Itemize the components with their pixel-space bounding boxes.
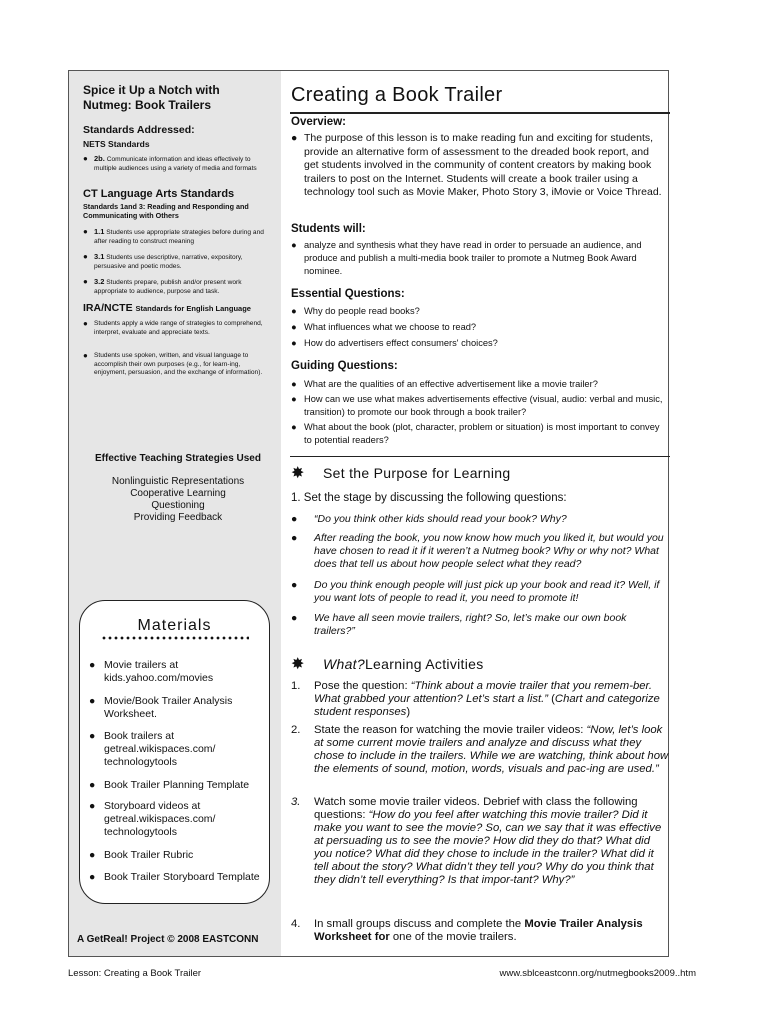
ct-item: ● 3.1 Students use descriptive, narrative, expository, persuasive and poetic modes. xyxy=(83,252,243,270)
ira-item: ● Students use spoken, written, and visual language to accomplish their own purposes (e.g., for learn-ing, enjoyment, persuasion, and the exchange of information). xyxy=(83,351,263,377)
activity-step: 1. Pose the question: “Think about a movie trailer that you remem-ber. What grabbed your attention? Let’s start a list.” (Chart and categorize student responses) xyxy=(291,680,660,718)
asterisk-bullet-icon: ✸ xyxy=(291,465,305,482)
activity-step: 3. Watch some movie trailer videos. Debrief with class the following questions: “How do you feel after watching this movie trailer? Did it make you want to see the movie? So, can we say that it was effective at persuading us to see the movie? How did they do that? What did you notice? What did they chose to include in the trailer? What did it tell about the story? What didn’t they tell you? Why do you think that they didn’t tell everything? Is that impor-tant? Why?” xyxy=(291,796,662,886)
ct-item: ● 3.2 Students prepare, publish and/or present work appropriate to audience, purpose and task. xyxy=(83,277,242,295)
purpose-heading: ✸ Set the Purpose for Learning xyxy=(291,465,511,482)
guiding-question: ● What are the qualities of an effective advertisement like a movie trailer? xyxy=(291,379,598,389)
copyright: A GetReal! Project © 2008 EASTCONN xyxy=(77,934,259,945)
materials-heading: Materials xyxy=(137,617,212,634)
strategies-list: Nonlinguistic Representations Cooperative Learning Questioning Providing Feedback xyxy=(111,476,245,523)
footer-url[interactable]: www.sblceastconn.org/nutmegbooks2009..htm xyxy=(499,968,696,979)
materials-item: ● Storyboard videos at getreal.wikispaces.com/ technologytools xyxy=(89,800,216,838)
purpose-question: ● We have all seen movie trailers, right? So, let’s make our own book trailers?” xyxy=(291,612,627,637)
ira-item: ● Students apply a wide range of strategies to comprehend, interpret, evaluate and appreciate texts. xyxy=(83,319,263,336)
asterisk-bullet-icon: ✸ xyxy=(291,656,305,673)
guiding-heading: Guiding Questions: xyxy=(291,360,398,372)
purpose-question: ● “Do you think other kids should read your book? Why? xyxy=(291,513,567,525)
activity-step: 4. In small groups discuss and complete the Movie Trailer Analysis Worksheet for one of the movie trailers. xyxy=(291,918,643,943)
activities-heading: ✸ What?Learning Activities xyxy=(291,656,484,673)
overview-heading: Overview: xyxy=(291,116,346,128)
ct-subheading: Standards 1and 3: Reading and Responding and Communicating with Others xyxy=(83,202,249,220)
ct-heading: CT Language Arts Standards xyxy=(83,188,235,200)
materials-item: ● Book Trailer Storyboard Template xyxy=(89,871,260,883)
activity-step: 2. State the reason for watching the movie trailer videos: “Now, let’s look at some current movie trailers and analyze and discuss what they chose to include in the trailers. While we are watching, think about how the elements of sound, motion, words, visuals and pac-ing are used.” xyxy=(291,724,669,775)
materials-dotted-rule xyxy=(101,636,249,640)
ct-item: ● 1.1 Students use appropriate strategies before during and after reading to construct meaning xyxy=(83,227,264,245)
materials-item: ● Movie trailers at kids.yahoo.com/movies xyxy=(89,659,214,684)
title-rule xyxy=(290,112,670,114)
nets-heading: NETS Standards xyxy=(83,139,150,149)
essential-heading: Essential Questions: xyxy=(291,288,405,300)
purpose-question: ● After reading the book, you now know how much you liked it, but would you have chosen to read it if it weren’t a Nutmeg book? Why or why not? What does that tell us about how people select what they read? xyxy=(291,532,664,570)
materials-item: ● Book Trailer Rubric xyxy=(89,849,194,861)
standards-heading: Standards Addressed: xyxy=(83,124,195,136)
materials-item: ● Book Trailer Planning Template xyxy=(89,779,250,791)
students-text: ● analyze and synthesis what they have read in order to persuade an audience, and produce and publish a multi-media book trailer to promote a Nutmeg Book Award nominee. xyxy=(291,240,642,276)
essential-question: ● What influences what we choose to read? xyxy=(291,322,477,332)
nets-item: ● 2b. Communicate information and ideas effectively to multiple audiences using a variety of media and formats xyxy=(83,154,257,172)
materials-item: ● Movie/Book Trailer Analysis Worksheet. xyxy=(89,695,233,720)
footer-lesson: Lesson: Creating a Book Trailer xyxy=(68,968,202,979)
students-heading: Students will: xyxy=(291,223,366,235)
purpose-question: ● Do you think enough people will just pick up your book and read it? Well, if you want lots of people to read it, you need to promote it! xyxy=(291,579,660,604)
purpose-intro: 1. Set the stage by discussing the following questions: xyxy=(291,492,567,504)
overview-text: ● The purpose of this lesson is to make reading fun and exciting for students, provide an alternative form of assessment to the dreaded book report, and get students involved in the community of content creators by making book trailers to post on the Internet. Students will create a book trailer using a technology tool such as Movie Maker, Photo Story 3, iMovie or Voice Thread. xyxy=(291,132,662,198)
materials-item: ● Book trailers at getreal.wikispaces.com/ technologytools xyxy=(89,730,216,768)
essential-question: ● Why do people read books? xyxy=(291,306,420,316)
ira-heading: IRA/NCTE Standards for English Language xyxy=(83,302,251,314)
sidebar-title: Spice it Up a Notch with Nutmeg: Book Trailers xyxy=(83,83,220,112)
page-title: Creating a Book Trailer xyxy=(291,84,503,106)
guiding-question: ● How can we use what makes advertisements effective (visual, audio: verbal and music, transition) to promote our book through a book trailer? xyxy=(291,394,663,417)
essential-question: ● How do advertisers effect consumers' choices? xyxy=(291,338,498,348)
section-rule xyxy=(290,456,670,457)
guiding-question: ● What about the book (plot, character, problem or situation) is most important to convey to potential readers? xyxy=(291,422,660,445)
strategies-heading: Effective Teaching Strategies Used xyxy=(95,453,261,464)
